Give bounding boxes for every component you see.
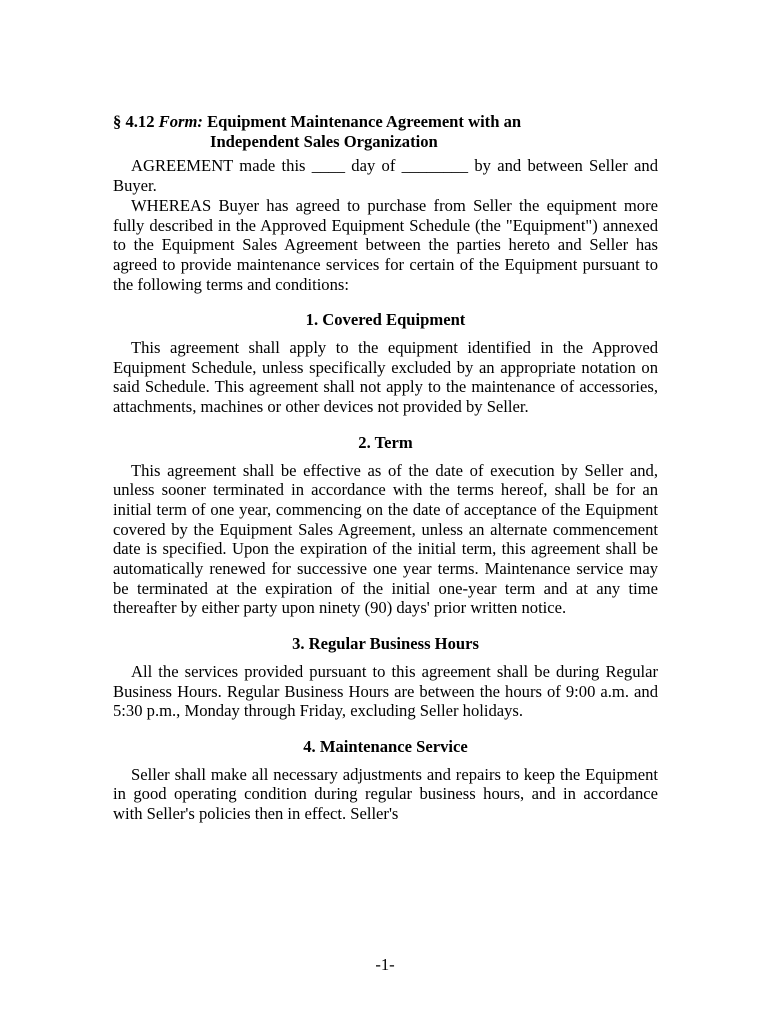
agreement-paragraph: AGREEMENT made this ____ day of ________ by and between Seller and Buyer. xyxy=(113,156,658,196)
form-label: Form: xyxy=(158,112,203,131)
section-heading-term: 2. Term xyxy=(358,432,413,452)
whereas-paragraph: WHEREAS Buyer has agreed to purchase from Seller the equipment more fully described in the Approved Equipment Schedule (the "Equipment") annexed to the Equipment Sales Agreement between the parties hereto and Seller has agreed to provide maintenance services for certain of the Equipment pursuant to the following terms and conditions: xyxy=(113,195,658,294)
section-heading-regular-business-hours: 3. Regular Business Hours xyxy=(292,634,479,654)
document-title xyxy=(113,112,658,151)
title-line-2: Independent Sales Organization xyxy=(210,131,438,151)
section-number: § 4.12 xyxy=(113,112,155,131)
title-line-1: Equipment Maintenance Agreement with an xyxy=(207,112,522,131)
section-body-covered-equipment: This agreement shall apply to the equipment identified in the Approved Equipment Schedule, unless specifically excluded by an appropriate notation on said Schedule. This agreement shall not apply to the maintenance of accessories, attachments, machines or other devices not provided by Seller. xyxy=(113,338,658,417)
section-heading-covered-equipment: 1. Covered Equipment xyxy=(305,310,466,330)
document-page xyxy=(113,112,658,824)
section-body-term: This agreement shall be effective as of the date of execution by Seller and, unless sooner terminated in accordance with the terms hereof, shall be for an initial term of one year, commencing on the date of acceptance of the Equipment covered by the Equipment Sales Agreement, unless an alternate commencement date is specified. Upon the expiration of the initial term, this agreement shall be automatically renewed for successive one year terms. Maintenance service may be terminated at the expiration of the initial one-year term and at any time thereafter by either party upon ninety (90) days' prior written notice. xyxy=(113,460,658,618)
section-body-maintenance-service: Seller shall make all necessary adjustments and repairs to keep the Equipment in good operating condition during regular business hours, and in accordance with Seller's policies then in effect. Seller's xyxy=(113,764,658,824)
section-body-regular-business-hours: All the services provided pursuant to this agreement shall be during Regular Business Hours. Regular Business Hours are between the hours of 9:00 a.m. and 5:30 p.m., Monday through Friday, excluding Seller holidays. xyxy=(113,661,658,721)
section-heading-maintenance-service: 4. Maintenance Service xyxy=(303,736,468,756)
page-number: -1- xyxy=(375,955,395,974)
